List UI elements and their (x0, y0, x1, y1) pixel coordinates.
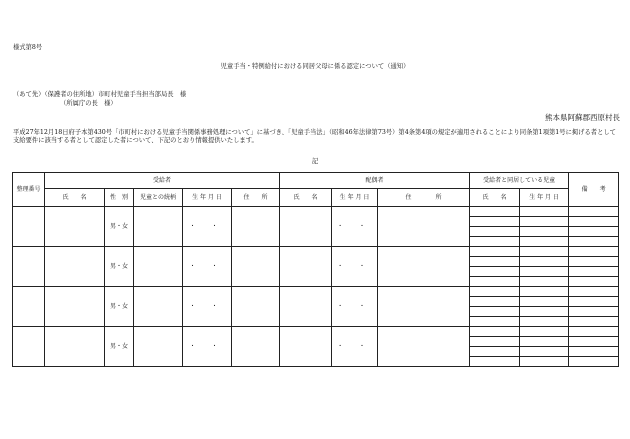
cell-biko (569, 317, 619, 327)
cell-jido-shimei (470, 317, 520, 327)
cell-jido-seinengappi (520, 247, 569, 257)
form-number: 様式第8号 (13, 44, 43, 51)
header-jukyusha: 受給者 (45, 173, 280, 189)
cell-biko (569, 257, 619, 267)
cell-seibetsu: 男・女 (105, 327, 134, 367)
subheader-seibetsu: 性 別 (105, 189, 134, 207)
cell-biko (569, 287, 619, 297)
cell-biko (569, 327, 619, 337)
cell-haigusha-jusho (378, 327, 470, 367)
cell-seibetsu: 男・女 (105, 247, 134, 287)
cell-jido-shimei (470, 237, 520, 247)
cell-shimei (45, 287, 105, 327)
cell-jido-shimei (470, 227, 520, 237)
subheader-jido-seinengappi: 生 年 月 日 (520, 189, 569, 207)
cell-haigusha-jusho (378, 207, 470, 247)
cell-haigusha-jusho (378, 247, 470, 287)
subheader-seinengappi: 生 年 月 日 (183, 189, 232, 207)
cell-jido-shimei (470, 247, 520, 257)
cell-biko (569, 337, 619, 347)
cell-jido-seinengappi (520, 327, 569, 337)
document-title: 児童手当・特例給付における同居父母に係る認定について（通知） (220, 63, 410, 70)
cell-biko (569, 247, 619, 257)
cell-haigusha-seinengappi: ・ ・ (332, 247, 378, 287)
cell-shimei (45, 207, 105, 247)
subheader-jido-shimei: 氏 名 (470, 189, 520, 207)
cell-jido-seinengappi (520, 287, 569, 297)
subheader-jusho: 住 所 (232, 189, 280, 207)
cell-haigusha-seinengappi: ・ ・ (332, 207, 378, 247)
cell-jido-shimei (470, 207, 520, 217)
cell-biko (569, 227, 619, 237)
cell-zokugara (134, 287, 183, 327)
cell-seiri (13, 327, 45, 367)
cell-jido-seinengappi (520, 277, 569, 287)
cell-biko (569, 207, 619, 217)
subheader-haigusha-seinengappi: 生 年 月 日 (332, 189, 378, 207)
cell-shimei (45, 247, 105, 287)
cell-jido-shimei (470, 327, 520, 337)
cell-seiri (13, 247, 45, 287)
header-dokyo-jido: 受給者と同居している児童 (470, 173, 569, 189)
subheader-shimei: 氏 名 (45, 189, 105, 207)
cell-jusho (232, 247, 280, 287)
body-text: 平成27年12月18日府子本第430号「市町村における児童手当関係事務処理について」に基づき、「児童手当法」（昭和46年法律第73号）第4条第4項の規定が適用されることにより同条第1項第1号に掲げる者として支給要件に該当する者として認定した者について、下記のとおり情報提供いたします。 (13, 129, 616, 144)
addressee-line-1: （あて先）（保護者の住所地）市町村児童手当担当部局長 様 (13, 91, 187, 98)
cell-haigusha-shimei (280, 207, 332, 247)
cell-biko (569, 217, 619, 227)
cell-jido-shimei (470, 287, 520, 297)
cell-haigusha-shimei (280, 287, 332, 327)
cell-jido-seinengappi (520, 207, 569, 217)
addressee-line-2: （所属庁の長 様） (60, 100, 117, 107)
cell-jido-seinengappi (520, 297, 569, 307)
cell-jido-seinengappi (520, 317, 569, 327)
cell-seiri (13, 287, 45, 327)
cell-biko (569, 277, 619, 287)
subheader-haigusha-shimei: 氏 名 (280, 189, 332, 207)
cell-seinengappi: ・ ・ (183, 287, 232, 327)
cell-zokugara (134, 247, 183, 287)
cell-biko (569, 237, 619, 247)
cell-jusho (232, 287, 280, 327)
header-haigusha: 配偶者 (280, 173, 470, 189)
cell-jido-shimei (470, 297, 520, 307)
cell-haigusha-seinengappi: ・ ・ (332, 287, 378, 327)
cell-jido-shimei (470, 277, 520, 287)
cell-seibetsu: 男・女 (105, 207, 134, 247)
cell-jido-seinengappi (520, 237, 569, 247)
cell-biko (569, 267, 619, 277)
cell-jido-shimei (470, 267, 520, 277)
header-seiri-bango: 整理番号 (13, 173, 45, 207)
cell-seibetsu: 男・女 (105, 287, 134, 327)
cell-jido-seinengappi (520, 267, 569, 277)
cell-haigusha-shimei (280, 247, 332, 287)
subheader-zokugara: 児童との続柄 (134, 189, 183, 207)
cell-biko (569, 307, 619, 317)
cell-jido-shimei (470, 217, 520, 227)
cell-seinengappi: ・ ・ (183, 207, 232, 247)
cell-jido-seinengappi (520, 217, 569, 227)
info-table (12, 172, 619, 367)
ki-heading: 記 (311, 158, 319, 165)
cell-biko (569, 347, 619, 357)
cell-haigusha-shimei (280, 327, 332, 367)
cell-haigusha-jusho (378, 287, 470, 327)
cell-zokugara (134, 207, 183, 247)
cell-jusho (232, 327, 280, 367)
cell-jido-shimei (470, 347, 520, 357)
cell-haigusha-seinengappi: ・ ・ (332, 327, 378, 367)
cell-zokugara (134, 327, 183, 367)
cell-biko (569, 357, 619, 367)
cell-jido-shimei (470, 337, 520, 347)
cell-jido-seinengappi (520, 347, 569, 357)
cell-jido-seinengappi (520, 337, 569, 347)
subheader-haigusha-jusho: 住 所 (378, 189, 470, 207)
header-biko: 備 考 (569, 173, 619, 207)
sender-name: 熊本県阿蘇郡西原村長 (545, 113, 620, 122)
cell-jido-seinengappi (520, 357, 569, 367)
cell-seinengappi: ・ ・ (183, 247, 232, 287)
cell-biko (569, 297, 619, 307)
cell-jido-shimei (470, 257, 520, 267)
cell-jido-seinengappi (520, 227, 569, 237)
cell-seinengappi: ・ ・ (183, 327, 232, 367)
cell-shimei (45, 327, 105, 367)
cell-jido-seinengappi (520, 307, 569, 317)
cell-jido-shimei (470, 307, 520, 317)
cell-jido-seinengappi (520, 257, 569, 267)
cell-jusho (232, 207, 280, 247)
cell-seiri (13, 207, 45, 247)
cell-jido-shimei (470, 357, 520, 367)
